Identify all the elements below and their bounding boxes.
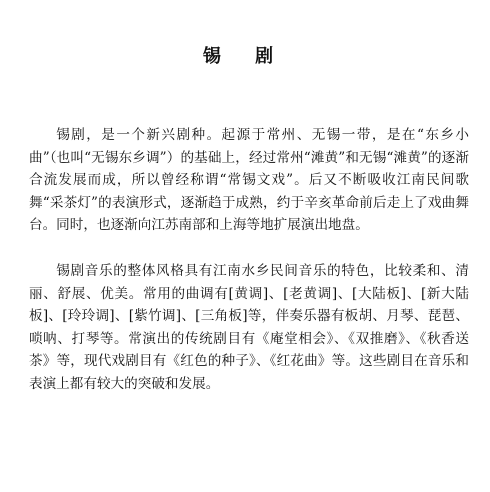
paragraph-origin: 锡剧，是一个新兴剧种。起源于常州、无锡一带，是在“东乡小曲”（也叫“无锡东乡调”）的基础上，经过常州“滩黄”和无锡“滩黄”的逐渐合流发展而成，所以曾经称谓“常锡文戏”。后又不断吸收江南民间歌舞“采茶灯”的表演形式，逐渐趋于成熟，约于辛亥革命前后走上了戏曲舞台。同时，也逐渐向江苏南部和上海等地扩展演出地盘。 bbox=[29, 127, 469, 234]
page-title: 锡 剧 bbox=[202, 46, 288, 67]
paragraph-music: 锡剧音乐的整体风格具有江南水乡民间音乐的特色，比较柔和、清丽、舒展、优美。常用的曲调有[黄调]、[老黄调]、[大陆板]、[新大陆板]、[玲玲调]、[紫竹调]、[三角板]等，伴奏乐器有板胡、月琴、琵琶、唢呐、打琴等。常演出的传统剧目有《庵堂相会》、《双推磨》、《秋香送茶》等，现代戏剧目有《红色的种子》、《红花曲》等。这些剧目在音乐和表演上都有较大的突破和发展。 bbox=[29, 263, 469, 392]
